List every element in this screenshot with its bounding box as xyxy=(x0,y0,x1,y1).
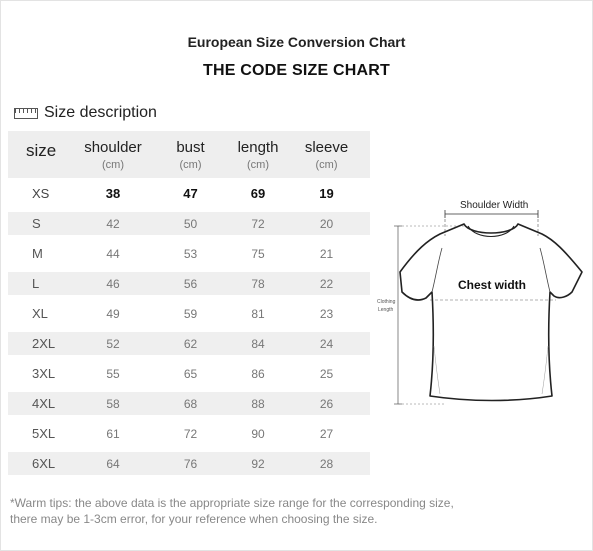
value-cell: 78 xyxy=(251,276,265,291)
value-cell: 53 xyxy=(183,246,198,261)
size-cell: S xyxy=(32,216,41,231)
header-sleeve xyxy=(293,131,360,178)
size-cell: M xyxy=(32,246,43,261)
tips-line-1: *Warm tips: the above data is the appropriate size range for the corresponding size, xyxy=(10,496,454,510)
value-cell: 47 xyxy=(183,186,198,201)
value-cell: 72 xyxy=(183,426,198,441)
value-cell: 62 xyxy=(183,336,198,351)
header-size xyxy=(8,131,68,178)
chart-title: European Size Conversion Chart xyxy=(187,34,406,50)
value-cell: 23 xyxy=(319,306,334,321)
size-cell: 2XL xyxy=(32,336,56,351)
header-unit: (cm) xyxy=(102,159,124,171)
value-cell: 50 xyxy=(183,216,198,231)
value-cell: 52 xyxy=(106,336,120,351)
length-label: Length xyxy=(378,307,394,313)
value-cell: 21 xyxy=(319,246,334,261)
value-cell: 84 xyxy=(251,336,265,351)
tshirt-diagram xyxy=(374,196,588,408)
value-cell: 22 xyxy=(319,276,334,291)
value-cell: 26 xyxy=(319,396,334,411)
value-cell: 44 xyxy=(106,246,120,261)
size-cell: 4XL xyxy=(32,396,56,411)
value-cell: 20 xyxy=(319,216,334,231)
value-cell: 25 xyxy=(319,366,334,381)
clothing-label: Clothing xyxy=(377,299,396,305)
tips-line-2: there may be 1-3cm error, for your reference when choosing the size. xyxy=(10,512,378,526)
table-row xyxy=(8,242,370,265)
size-cell: 5XL xyxy=(32,426,56,441)
table-row xyxy=(8,452,370,475)
section-label: Size description xyxy=(44,104,157,121)
tshirt-illustration xyxy=(374,196,588,408)
value-cell: 81 xyxy=(251,306,265,321)
section-header xyxy=(14,103,157,123)
value-cell: 69 xyxy=(250,186,266,201)
value-cell: 24 xyxy=(319,336,334,351)
ruler-icon xyxy=(14,108,38,119)
value-cell: 56 xyxy=(183,276,198,291)
header-length xyxy=(223,131,293,178)
value-cell: 55 xyxy=(106,366,120,381)
value-cell: 61 xyxy=(106,426,120,441)
table-row xyxy=(8,422,370,445)
warm-tips xyxy=(10,495,570,527)
value-cell: 28 xyxy=(319,456,334,471)
value-cell: 46 xyxy=(106,276,120,291)
value-cell: 38 xyxy=(105,186,121,201)
size-cell: 6XL xyxy=(32,456,56,471)
table-row xyxy=(8,272,370,295)
value-cell: 88 xyxy=(251,396,265,411)
value-cell: 76 xyxy=(183,456,198,471)
table-row xyxy=(8,392,370,415)
table-row xyxy=(8,302,370,325)
value-cell: 90 xyxy=(251,426,265,441)
chart-subtitle: THE CODE SIZE CHART xyxy=(203,62,390,79)
value-cell: 92 xyxy=(251,456,265,471)
header-label: length xyxy=(237,139,279,156)
size-cell: L xyxy=(32,276,40,291)
shoulder-width-label: Shoulder Width xyxy=(460,200,529,211)
size-table xyxy=(8,131,370,475)
value-cell: 72 xyxy=(251,216,265,231)
size-cell: XL xyxy=(32,306,48,321)
value-cell: 68 xyxy=(183,396,198,411)
chest-width-label: Chest width xyxy=(458,278,526,292)
size-cell: XS xyxy=(32,186,50,201)
value-cell: 64 xyxy=(106,456,120,471)
value-cell: 42 xyxy=(106,216,120,231)
value-cell: 49 xyxy=(106,306,120,321)
header-bust xyxy=(158,131,223,178)
table-row xyxy=(8,362,370,385)
header-unit: (cm) xyxy=(179,159,202,171)
header-label: size xyxy=(26,141,57,160)
size-cell: 3XL xyxy=(32,366,56,381)
header-label: sleeve xyxy=(304,139,349,156)
value-cell: 27 xyxy=(319,426,334,441)
value-cell: 86 xyxy=(251,366,265,381)
table-body xyxy=(8,182,370,475)
value-cell: 65 xyxy=(183,366,198,381)
header-unit: (cm) xyxy=(315,159,338,171)
header-shoulder xyxy=(68,131,158,178)
table-row xyxy=(8,332,370,355)
header-label: shoulder xyxy=(84,139,142,156)
value-cell: 19 xyxy=(319,186,334,201)
value-cell: 59 xyxy=(183,306,198,321)
value-cell: 58 xyxy=(106,396,120,411)
table-row xyxy=(8,212,370,235)
table-header xyxy=(8,131,370,178)
header-unit: (cm) xyxy=(247,159,269,171)
table-row xyxy=(8,182,370,205)
header-label: bust xyxy=(176,139,205,156)
value-cell: 75 xyxy=(251,246,265,261)
